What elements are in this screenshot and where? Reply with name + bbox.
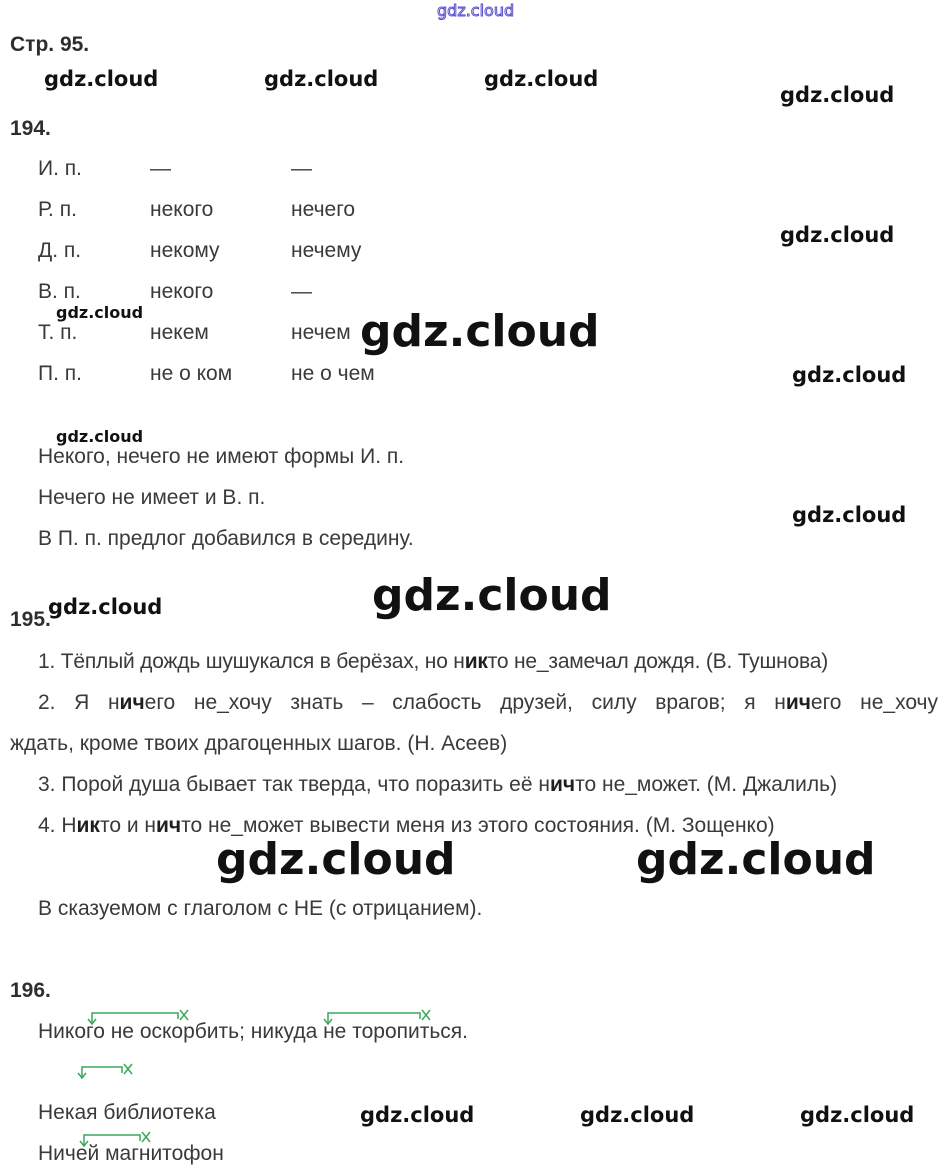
- watermark: gdz.cloud: [580, 1103, 695, 1127]
- exercise-number-195: 195.: [10, 608, 51, 631]
- morpheme-bracket-mark: [76, 1062, 138, 1082]
- pronoun-nechto: нечего: [291, 198, 356, 221]
- case-label: Р. п.: [38, 198, 77, 221]
- pronoun-nekto: некого: [150, 198, 214, 221]
- case-label: Т. п.: [38, 321, 78, 344]
- case-label: И. п.: [38, 157, 82, 180]
- case-label: В. п.: [38, 280, 81, 303]
- example-line: Ничей магнитофон: [38, 1142, 224, 1165]
- watermark: gdz.cloud: [360, 1103, 475, 1127]
- watermark: gdz.cloud: [56, 427, 144, 446]
- sentence-4: 4. Никто и ничто не_может вывести меня из этого состояния. (М. Зощенко): [38, 814, 775, 837]
- watermark: gdz.cloud: [780, 223, 895, 247]
- case-label: Д. п.: [38, 239, 82, 262]
- exercise-number-196: 196.: [10, 979, 51, 1002]
- example-line: Никого не оскорбить; никуда не торопиться.: [38, 1020, 468, 1043]
- note-line: Некого, нечего не имеют формы И. п.: [38, 445, 405, 468]
- watermark: gdz.cloud: [800, 1103, 915, 1127]
- pronoun-nechto: не о чем: [291, 362, 375, 385]
- pronoun-nechto: —: [291, 280, 312, 303]
- conclusion-line: В сказуемом с глаголом с НЕ (с отрицанием).: [38, 897, 483, 920]
- sentence-2-continuation: ждать, кроме твоих драгоценных шагов. (Н. Асеев): [10, 732, 508, 755]
- watermark-large: gdz.cloud: [636, 834, 876, 885]
- sentence-1: 1. Тёплый дождь шушукался в берёзах, но никто не_замечал дождя. (В. Тушнова): [38, 650, 828, 673]
- pronoun-nechto: —: [291, 157, 312, 180]
- pronoun-nekto: некому: [150, 239, 220, 262]
- example-line: Некая библиотека: [38, 1101, 216, 1124]
- pronoun-nechto: нечему: [291, 239, 362, 262]
- watermark: gdz.cloud: [484, 67, 599, 91]
- page-reference: Стр. 95.: [10, 33, 90, 56]
- case-label: П. п.: [38, 362, 82, 385]
- pronoun-nekto: некого: [150, 280, 214, 303]
- watermark: gdz.cloud: [780, 83, 895, 107]
- watermark: gdz.cloud: [792, 363, 907, 387]
- watermark-large: gdz.cloud: [216, 834, 456, 885]
- watermark-outline: gdz.cloud: [437, 1, 515, 20]
- watermark: gdz.cloud: [56, 303, 144, 322]
- watermark-large: gdz.cloud: [372, 570, 612, 621]
- pronoun-nekto: —: [150, 157, 171, 180]
- note-line: Нечего не имеет и В. п.: [38, 486, 266, 509]
- watermark: gdz.cloud: [48, 595, 163, 619]
- watermark-large: gdz.cloud: [360, 306, 600, 357]
- pronoun-nekto: некем: [150, 321, 209, 344]
- watermark: gdz.cloud: [44, 67, 159, 91]
- sentence-2: 2. Я ничего не_хочу знать – слабость друзей, силу врагов; я ничего не_хочу: [38, 691, 938, 714]
- pronoun-nekto: не о ком: [150, 362, 233, 385]
- watermark: gdz.cloud: [264, 67, 379, 91]
- pronoun-nechto: нечем: [291, 321, 351, 344]
- note-line: В П. п. предлог добавился в середину.: [38, 527, 414, 550]
- sentence-3: 3. Порой душа бывает так тверда, что поразить её ничто не_может. (М. Джалиль): [38, 773, 838, 796]
- watermark: gdz.cloud: [792, 503, 907, 527]
- exercise-number-194: 194.: [10, 117, 51, 140]
